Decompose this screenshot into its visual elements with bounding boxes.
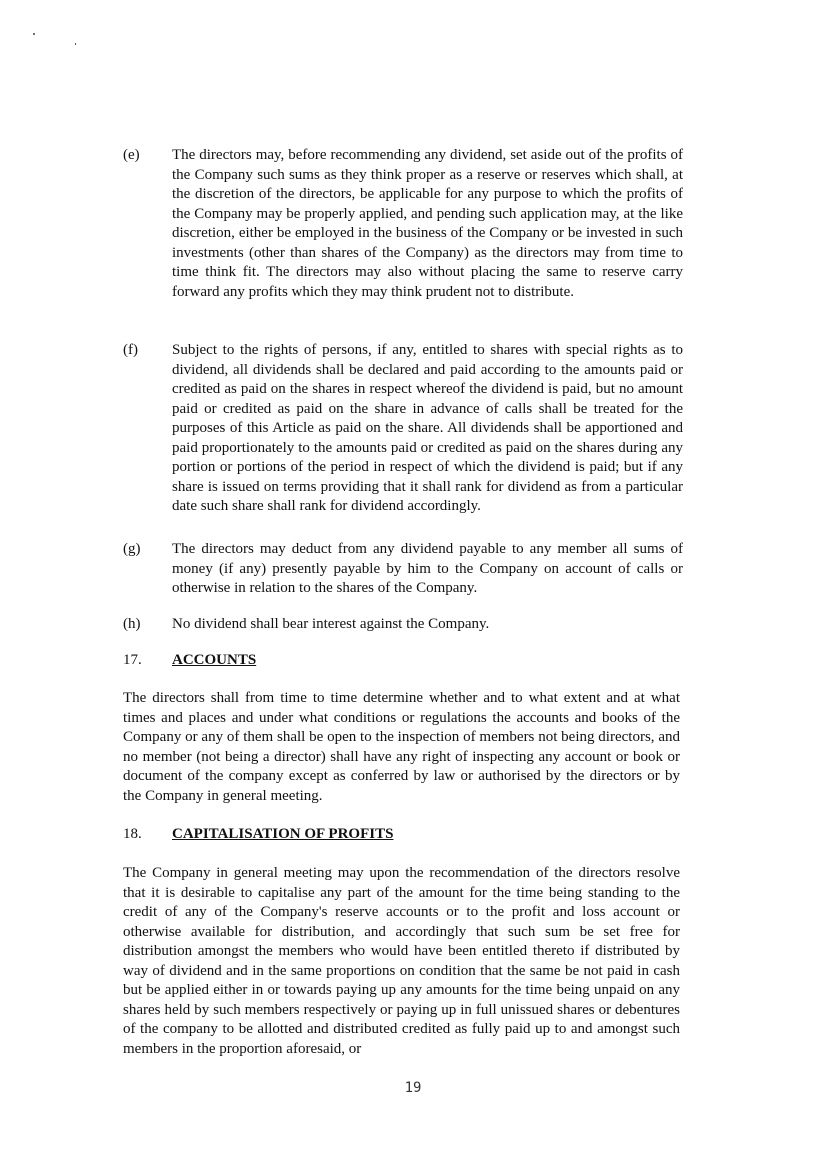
list-item-e xyxy=(123,146,683,302)
section-title: ACCOUNTS xyxy=(172,652,257,668)
item-label: (f) xyxy=(123,342,138,358)
item-label: (h) xyxy=(123,616,141,632)
section-body-capitalisation: The Company in general meeting may upon the recommendation of the directors resolve that it is desirable to capitalise any part of the amount for the time being standing to the credit of any of the Company's reserve accounts or to the profit and loss account or otherwise available for distribution, and accordingly that such sum be set free for distribution amongst the members who would have been entitled thereto if distributed by way of dividend and in the same proportions on condition that the same be not paid in cash but be applied either in or towards paying up any amounts for the time being unpaid on any shares held by such members respectively or paying up in full unissued shares or debentures of the company to be allotted and distributed credited as fully paid up to and amongst such members in the proportion aforesaid, or xyxy=(123,865,680,1057)
item-text: No dividend shall bear interest against the Company. xyxy=(172,616,490,632)
section-number: 18. xyxy=(123,826,142,842)
section-number: 17. xyxy=(123,652,142,668)
section-body-accounts: The directors shall from time to time determine whether and to what extent and at what times and places and under what conditions or regulations the accounts and books of the Company or any of them shall be open to the inspection of members not being directors, and no member (not being a director) shall have any right of inspecting any account or book or document of the company except as conferred by law or authorised by the directors or by the Company in general meeting. xyxy=(123,690,680,804)
item-label: (g) xyxy=(123,541,141,557)
list-item-g xyxy=(123,540,683,599)
scan-speck xyxy=(33,33,35,35)
item-label: (e) xyxy=(123,147,140,163)
list-item-h xyxy=(123,615,683,635)
scan-speck xyxy=(75,43,76,45)
item-text: Subject to the rights of persons, if any, entitled to shares with special rights as to dividend, all dividends shall be declared and paid according to the amounts paid or credited as paid on the shares in respect whereof the dividend is paid, but no amount paid or credited as paid on the share in advance of calls shall be treated for the purposes of this Article as paid on the share. All dividends shall be apportioned and paid proportionately to the amounts paid or credited as paid on the shares during any portion or portions of the period in respect of which the dividend is paid; but if any share is issued on terms providing that it shall rank for dividend as from a particular date such share shall rank for dividend accordingly. xyxy=(172,342,683,514)
section-title: CAPITALISATION OF PROFITS xyxy=(172,826,394,842)
page-number: 19 xyxy=(404,1080,422,1096)
item-text: The directors may deduct from any dividend payable to any member all sums of money (if any) presently payable by him to the Company on account of calls or otherwise in relation to the shares of the Company. xyxy=(172,541,683,596)
list-item-f xyxy=(123,341,683,517)
item-text: The directors may, before recommending any dividend, set aside out of the profits of the Company such sums as they think proper as a reserve or reserves which shall, at the discretion of the directors, be applicable for any purpose to which the profits of the Company may be properly applied, and pending such application may, at the like discretion, either be employed in the business of the Company or be invested in such investments (other than shares of the Company) as the directors may from time to time think fit. The directors may also without placing the same to reserve carry forward any profits which they may think prudent not to distribute. xyxy=(172,147,683,300)
